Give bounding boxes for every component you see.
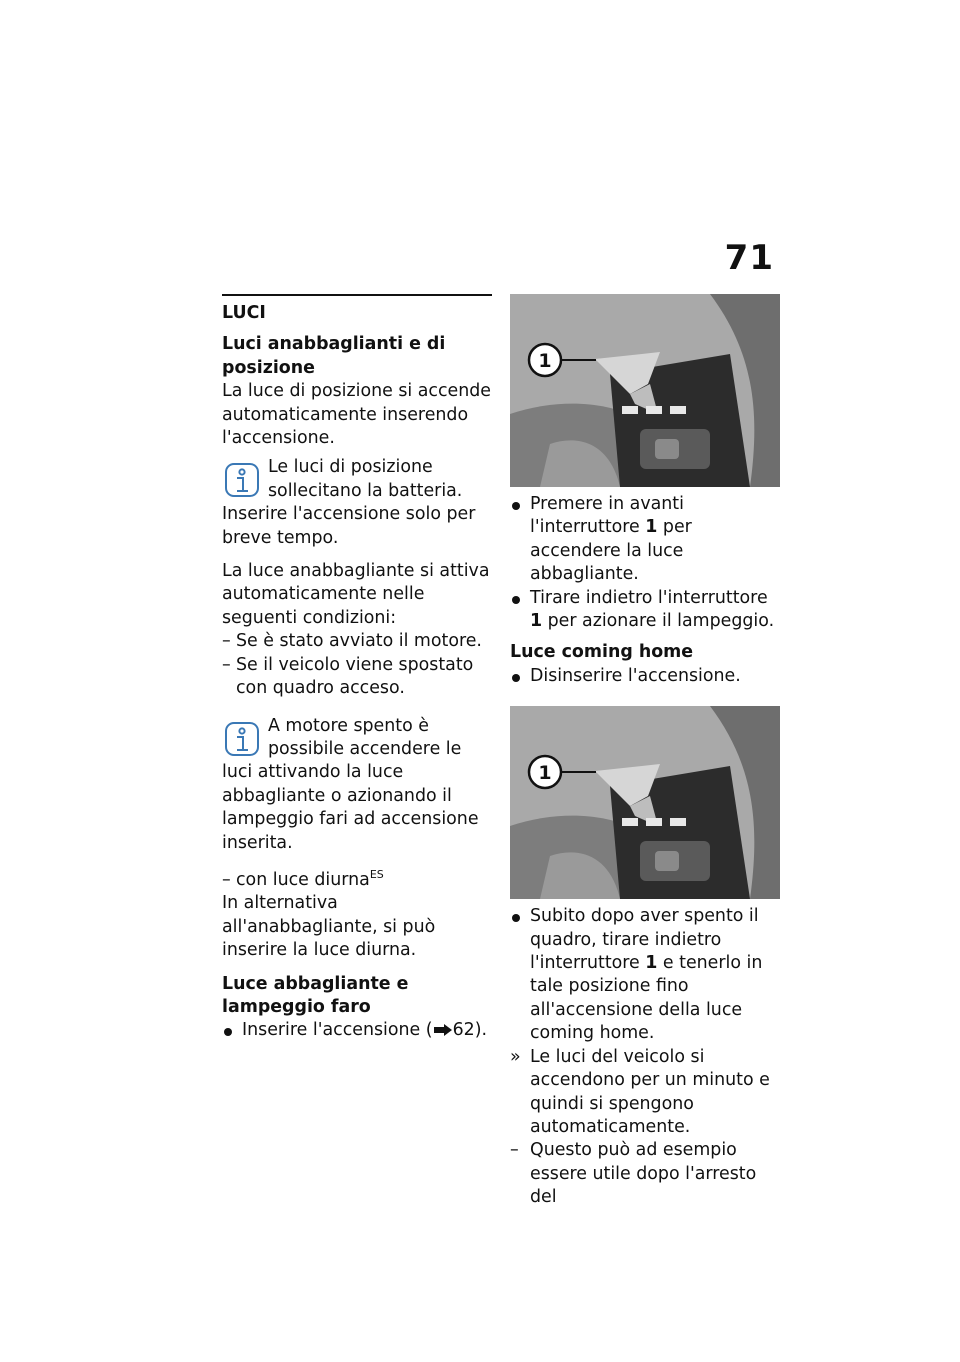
subsection-title-low-beam: Luci anabbaglianti e di posizione (222, 334, 446, 378)
arrow-reference-icon (433, 1024, 453, 1036)
callout-number: 1 (538, 762, 552, 785)
info-icon (224, 462, 260, 498)
right-column (510, 294, 782, 1210)
section-rule (222, 294, 492, 296)
info-note-engine-off (222, 715, 494, 855)
handlebar-switch-photo-2 (510, 706, 780, 899)
left-column (222, 294, 494, 1043)
list-item: – Se il veicolo viene spostato con quadro acceso. (222, 654, 474, 699)
list-item-ignition: Inserire l'accensione ( 62). (222, 1019, 494, 1042)
list-item: – Se è stato avviato il motore. (222, 631, 482, 652)
list-item-push-forward: Premere in avanti l'interruttore 1 per accendere la luce abbagliante. (510, 493, 782, 587)
section-title: LUCI (222, 303, 266, 323)
subsection-title-high-beam: Luce abbagliante e lampeggio faro (222, 973, 409, 1017)
info-icon (224, 721, 260, 757)
result-item: » Le luci del veicolo si accendono per un minuto e quindi si spengono automaticamente. (510, 1046, 770, 1137)
handlebar-switch-photo (510, 294, 780, 487)
paragraph-low-beam-conditions: La luce anabbagliante si attiva automaticamente nelle seguenti condizioni: (222, 561, 490, 628)
paragraph-position-light: La luce di posizione si accende automaticamente inserendo l'accensione. (222, 381, 491, 449)
list-item-pull-and-hold: Subito dopo aver spento il quadro, tirare indietro l'interruttore 1 e tenerlo in tale posizione fino all'accensione della luce coming home. (510, 905, 782, 1045)
callout-number: 1 (538, 350, 552, 372)
list-item: – Questo può ad esempio essere utile dopo l'arresto del (510, 1140, 757, 1208)
subsection-title-coming-home: Luce coming home (510, 642, 694, 663)
info-note-battery (222, 456, 494, 550)
paragraph-daylight: In alternativa all'anabbagliante, si può inserire la luce diurna. (222, 893, 436, 961)
page-number: 71 (724, 238, 774, 278)
info-note-text: Le luci di posizione sollecitano la batteria. Inserire l'accensione solo per breve tempo. (222, 457, 476, 548)
list-item-pull-back: Tirare indietro l'interruttore 1 per azionare il lampeggio. (510, 587, 782, 634)
list-item-daylight: – con luce diurna$^{ES}$ (222, 868, 384, 890)
list-item-ignition-off: Disinserire l'accensione. (510, 665, 782, 688)
info-note-text: A motore spento è possibile accendere le luci attivando la luce abbagliante o azionando il lampeggio fari ad accensione inserita. (222, 715, 479, 853)
